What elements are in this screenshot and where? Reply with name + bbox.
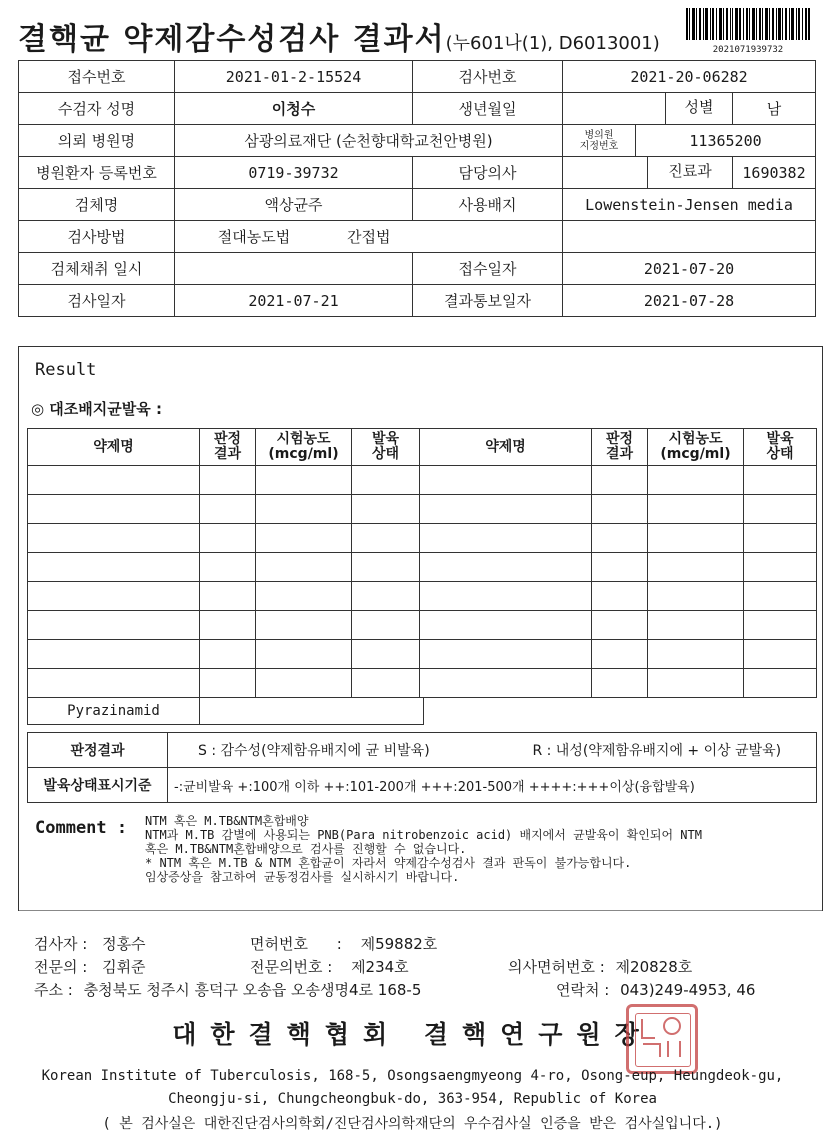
receive-date-label: 접수일자 (413, 253, 563, 285)
license-label: 면허번호 (250, 935, 308, 953)
receipt-no: 2021-01-2-15524 (175, 61, 413, 93)
table-row (19, 189, 816, 221)
table-row (19, 93, 816, 125)
document-title (18, 14, 660, 58)
specialist-no-line (250, 956, 409, 977)
birth-label: 생년월일 (413, 93, 563, 125)
comment-line: NTM과 M.TB 감별에 사용되는 PNB(Para nitrobenzoic acid) 배지에서 균발육이 확인되어 NTM (145, 828, 702, 842)
specialist-name: 김휘준 (102, 958, 146, 976)
test-no: 2021-20-06282 (563, 61, 816, 93)
col-conc-line2: (mcg/ml) (268, 446, 339, 462)
col-growth-line1: 발육 (371, 431, 400, 447)
legend-s: S : 감수성(약제함유배지에 균 비발육) (198, 743, 430, 759)
method-value (175, 221, 563, 253)
doctor-license-line (508, 956, 692, 977)
specialist-line (34, 956, 146, 977)
doctor-label: 담당의사 (413, 157, 563, 189)
medium-label: 사용배지 (413, 189, 563, 221)
examiner-name: 정홍수 (102, 935, 146, 953)
hospital-code: 11365200 (636, 125, 816, 157)
legend-growth-label: 발육상태표시기준 (28, 768, 168, 803)
reg-no: 0719-39732 (175, 157, 413, 189)
comment-text (145, 814, 702, 884)
doctor-license-no: 제20828호 (615, 958, 693, 976)
patient-info-table (18, 60, 816, 317)
table-row (19, 157, 816, 189)
license-no: 제59882호 (360, 935, 438, 953)
title-code: (누601나(1), D6013001) (445, 33, 660, 54)
col-conc-line1: 시험농도 (276, 431, 331, 447)
col-growth-line2: 상태 (371, 446, 400, 462)
legend-judge-values (168, 733, 817, 768)
legend-table (27, 732, 817, 803)
method-absolute: 절대농도법 (217, 228, 291, 246)
col-judge-2-line1: 판정 (605, 431, 634, 447)
col-conc (256, 429, 352, 466)
method-indirect: 간접법 (347, 228, 391, 246)
col-growth-2-line1: 발육 (766, 431, 794, 447)
table-row (28, 495, 817, 524)
table-row (28, 582, 817, 611)
result-title: Result (35, 360, 97, 380)
contact-line (556, 979, 755, 1000)
control-growth-title: ◎ 대조배지균발육 : (31, 400, 162, 418)
report-date: 2021-07-28 (563, 285, 816, 317)
col-drug-2: 약제명 (420, 429, 592, 466)
license-colon: : (336, 935, 342, 953)
sex-label: 성별 (665, 93, 732, 125)
method-label: 검사방법 (19, 221, 175, 253)
certification-note: ( 본 검사실은 대한진단검사의학회/진단검사의학재단의 우수검사실 인증을 받은 검사실입니다.) (102, 1116, 723, 1132)
dept-label: 진료과 (647, 157, 732, 189)
hospital-code-label-line1: 병의원 (584, 129, 614, 141)
hospital-label: 의뢰 병원명 (19, 125, 175, 157)
patient-name: 이청수 (175, 93, 413, 125)
doctor-value (563, 157, 733, 189)
table-row (19, 61, 816, 93)
comment-line: 임상증상을 참고하여 균동정검사를 실시하시기 바랍니다. (145, 870, 460, 884)
address-line (34, 979, 421, 1000)
legend-r: R : 내성(약제함유배지에 + 이상 균발육) (532, 743, 782, 759)
pza-value (200, 698, 424, 725)
test-date: 2021-07-21 (175, 285, 413, 317)
contact-label: 연락처 : (556, 981, 610, 999)
sex-value: 남 (733, 93, 816, 125)
institute-name: 대한결핵협회 결핵연구원장 (172, 1020, 653, 1049)
col-judge-line2: 결과 (213, 446, 242, 462)
report-date-label: 결과통보일자 (413, 285, 563, 317)
col-growth (352, 429, 420, 466)
col-judge-line1: 판정 (213, 431, 242, 447)
medium-value: Lowenstein-Jensen media (563, 189, 816, 221)
drug-result-table (27, 428, 817, 698)
pza-label: Pyrazinamid (28, 698, 200, 725)
barcode-icon (686, 8, 810, 40)
title-main: 결핵균 약제감수성검사 결과서 (18, 22, 446, 57)
table-row (28, 553, 817, 582)
test-date-label: 검사일자 (19, 285, 175, 317)
col-judge (200, 429, 256, 466)
official-seal-icon (626, 1004, 698, 1074)
col-drug: 약제명 (28, 429, 200, 466)
pyrazinamide-table (27, 697, 424, 725)
examiner-line (34, 933, 146, 954)
comment-line: * NTM 혹은 M.TB & NTM 혼합균이 자라서 약제감수성검사 결과 판독이 불가능합니다. (145, 856, 632, 870)
test-no-label: 검사번호 (413, 61, 563, 93)
divider (19, 346, 822, 347)
address-value: 충청북도 청주시 흥덕구 오송읍 오송생명4로 168-5 (83, 981, 422, 999)
table-row (19, 253, 816, 285)
table-row (28, 733, 817, 768)
col-conc-2 (648, 429, 744, 466)
table-header-row (28, 429, 817, 466)
barcode (686, 8, 810, 55)
legend-growth-values: -:균비발육 +:100개 이하 ++:101-200개 +++:201-500개 ++++:+++이상(융합발육) (168, 768, 817, 803)
specialist-label: 전문의 : (34, 958, 88, 976)
specimen-label: 검체명 (19, 189, 175, 221)
collect-date-label: 검체채취 일시 (19, 253, 175, 285)
hospital-code-label (563, 125, 636, 157)
legend-judge-label: 판정결과 (28, 733, 168, 768)
table-row (28, 669, 817, 698)
doctor-license-label: 의사면허번호 : (508, 958, 605, 976)
table-row (19, 221, 816, 253)
method-empty (563, 221, 816, 253)
table-row (19, 125, 816, 157)
col-conc-2-line1: 시험농도 (668, 431, 723, 447)
examiner-label: 검사자 : (34, 935, 88, 953)
receive-date: 2021-07-20 (563, 253, 816, 285)
table-row (28, 698, 424, 725)
divider (19, 910, 822, 911)
table-row (19, 285, 816, 317)
col-growth-2 (744, 429, 817, 466)
hospital-code-label-line2: 지정번호 (579, 140, 619, 152)
collect-date (175, 253, 413, 285)
comment-label: Comment : (35, 818, 128, 838)
table-row (28, 768, 817, 803)
address-english-1: Korean Institute of Tuberculosis, 168-5, Osongsaengmyeong 4-ro, Osong-eup, Heungdeok-gu, (41, 1068, 784, 1084)
col-conc-2-line2: (mcg/ml) (660, 446, 731, 462)
table-row (28, 466, 817, 495)
col-growth-2-line2: 상태 (766, 446, 794, 462)
comment-line: 혹은 M.TB&NTM혼합배양으로 검사를 진행할 수 없습니다. (145, 842, 467, 856)
receipt-no-label: 접수번호 (19, 61, 175, 93)
address-english-2: Cheongju-si, Chungcheongbuk-do, 363-954, Republic of Korea (168, 1091, 657, 1107)
license-line (250, 933, 437, 954)
patient-name-label: 수검자 성명 (19, 93, 175, 125)
table-row (28, 640, 817, 669)
table-row (28, 611, 817, 640)
col-judge-2-line2: 결과 (605, 446, 634, 462)
result-section (18, 346, 823, 911)
dept-value: 1690382 (733, 157, 816, 189)
barcode-number: 2021071939732 (712, 45, 784, 55)
address-label: 주소 : (34, 981, 73, 999)
table-row (28, 524, 817, 553)
birth-value (563, 93, 733, 125)
reg-no-label: 병원환자 등록번호 (19, 157, 175, 189)
hospital-name: 삼광의료재단 (순천향대학교천안병원) (175, 125, 563, 157)
specialist-no: 제234호 (351, 958, 409, 976)
specimen-value: 액상균주 (175, 189, 413, 221)
specialist-no-label: 전문의번호 : (250, 958, 333, 976)
col-judge-2 (592, 429, 648, 466)
contact-value: 043)249-4953, 46 (620, 981, 756, 999)
comment-line: NTM 혹은 M.TB&NTM혼합배양 (145, 814, 309, 828)
